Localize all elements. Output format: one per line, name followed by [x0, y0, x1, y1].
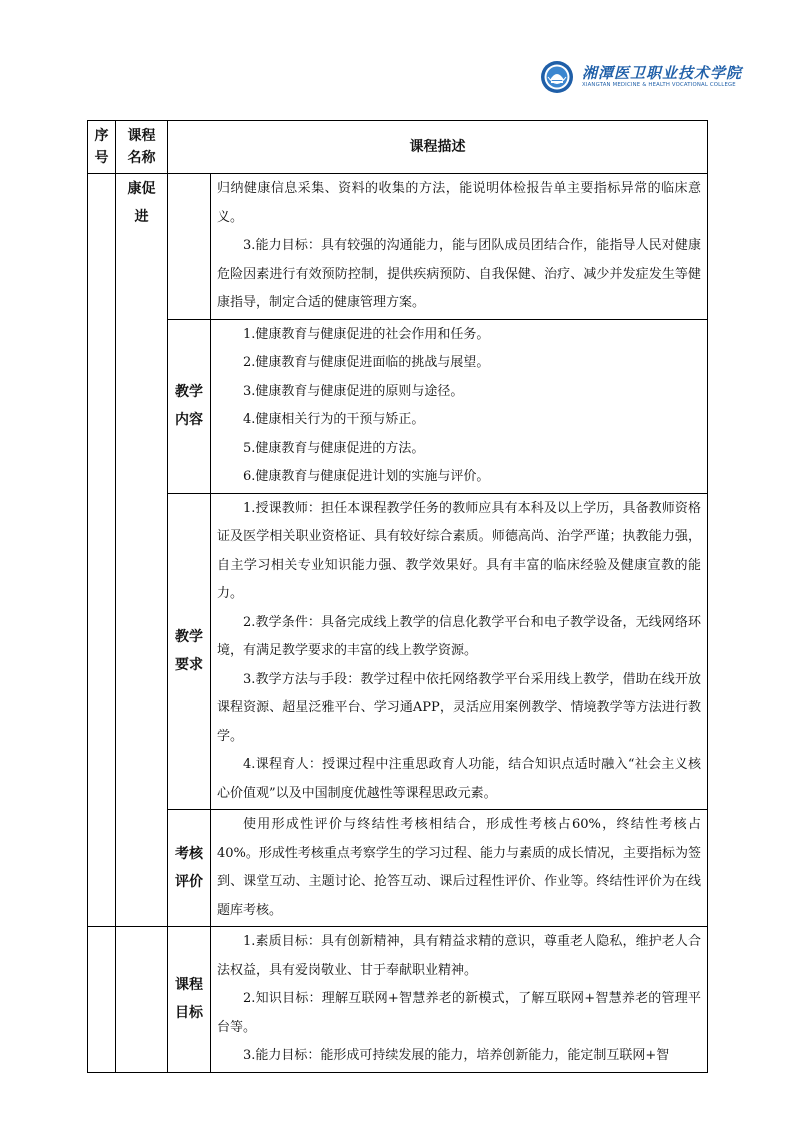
list-item: 2.知识目标：理解互联网+智慧养老的新模式，了解互联网+智慧养老的管理平台等。	[217, 991, 701, 1035]
course-name: 康促进	[127, 181, 156, 225]
table-row	[88, 493, 708, 810]
college-seal-icon	[540, 60, 574, 94]
content-label: 教学内容	[168, 319, 211, 493]
requirements-label: 教学要求	[168, 493, 211, 810]
table-row	[88, 319, 708, 493]
col-header-desc: 课程描述	[168, 121, 708, 174]
list-item: 2.教学条件：具备完成线上教学的信息化教学平台和电子教学设备，无线网络环境，有满足教学要求的丰富的线上教学资源。	[217, 614, 701, 658]
col-header-seq: 序号	[88, 121, 116, 174]
col-header-course: 课程名称	[116, 121, 168, 174]
seq-cell	[88, 927, 116, 1073]
sub-label-cell	[168, 174, 211, 320]
list-item: 1.素质目标：具有创新精神，具有精益求精的意识，尊重老人隐私，维护老人合法权益，具有爱岗敬业、甘于奉献职业精神。	[217, 934, 701, 978]
college-name-en: XIANGTAN MEDICINE & HEALTH VOCATIONAL COLLEGE	[582, 82, 736, 88]
list-item: 1.授课教师：担任本课程教学任务的教师应具有本科及以上学历，具备教师资格证及医学相关职业资格证、具有较好综合素质。师德高尚、治学严谨；执教能力强，自主学习相关专业知识能力强、教学效果好。具有丰富的临床经验及健康宣教的能力。	[217, 500, 701, 601]
table-row	[88, 927, 708, 1073]
seq-cell	[88, 174, 116, 927]
assessment-text: 使用形成性评价与终结性考核相结合，形成性考核占60%，终结性考核占40%。形成性考核重点考察学生的学习过程、能力与素质的成长情况，主要指标为签到、课堂互动、主题讨论、抢答互动、课后过程性评价、作业等。终结性评价为在线题库考核。	[217, 817, 701, 918]
objectives-tail-line: 3.能力目标：具有较强的沟通能力，能与团队成员团结合作，能指导人民对健康危险因素进行有效预防控制，提供疾病预防、自我保健、治疗、减少并发症发生等健康指导，制定合适的健康管理方案。	[217, 238, 701, 310]
list-item: 3.健康教育与健康促进的原则与途径。	[243, 383, 464, 399]
list-item: 1.健康教育与健康促进的社会作用和任务。	[243, 326, 490, 342]
list-item: 3.能力目标：能形成可持续发展的能力，培养创新能力，能定制互联网+智	[243, 1048, 670, 1063]
objectives-tail-line: 归纳健康信息采集、资料的收集的方法，能说明体检报告单主要指标异常的临床意义。	[217, 181, 701, 225]
list-item: 4.课程育人：授课过程中注重思政育人功能，结合知识点适时融入“社会主义核心价值观”以及中国制度优越性等课程思政元素。	[217, 757, 701, 801]
course-table	[87, 120, 708, 1073]
college-name: 湘潭医卫职业技术学院	[582, 64, 743, 82]
course-name-cell	[116, 927, 168, 1073]
objectives-cell	[211, 927, 708, 1073]
content-cell	[211, 319, 708, 493]
list-item: 2.健康教育与健康促进面临的挑战与展望。	[243, 355, 490, 370]
objectives-tail-cell	[211, 174, 708, 320]
table-row	[88, 810, 708, 927]
requirements-cell	[211, 493, 708, 810]
list-item: 4.健康相关行为的干预与矫正。	[243, 412, 425, 427]
course-name-cell	[116, 174, 168, 927]
header-row	[88, 121, 708, 174]
objectives-label: 课程目标	[168, 927, 211, 1073]
list-item: 5.健康教育与健康促进的方法。	[243, 440, 425, 456]
college-logo	[540, 60, 750, 96]
list-item: 6.健康教育与健康促进计划的实施与评价。	[243, 469, 490, 484]
table-row	[88, 174, 708, 320]
list-item: 3.教学方法与手段：教学过程中依托网络教学平台采用线上教学，借助在线开放课程资源、超星泛雅平台、学习通APP，灵活应用案例教学、情境教学等方法进行教学。	[217, 671, 701, 744]
assessment-label: 考核评价	[168, 810, 211, 927]
assessment-cell	[211, 810, 708, 927]
